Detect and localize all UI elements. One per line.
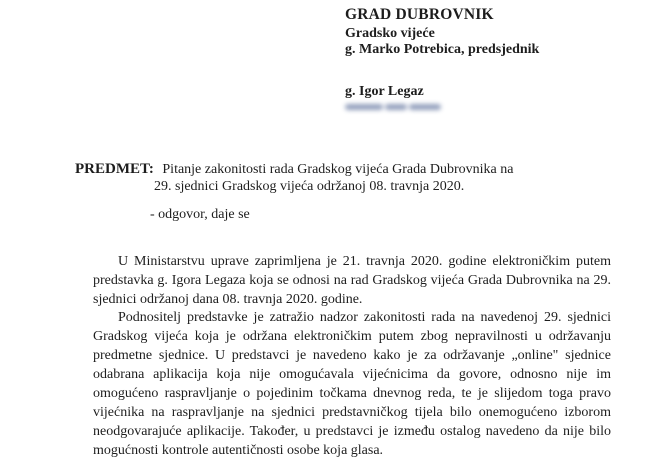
paragraph-2 <box>93 308 611 460</box>
copy-to-person: g. Igor Legaz <box>345 84 424 99</box>
paragraph-line: omogućeno raspravljanje o pojedinim točkama dnevnog reda, te je slijedom toga pravo <box>93 386 611 401</box>
subject-text-line-2: 29. sjednici Gradskog vijeća održanoj 08. travnja 2020. <box>154 179 465 194</box>
paragraph-line: sjednici održanoj dana 08. travnja 2020. godine. <box>93 292 363 307</box>
paragraph-line: Podnositelj predstavke je zatražio nadzor zakonitosti rada na navedenoj 29. sjednici <box>118 310 611 325</box>
paragraph-line: neodgovarajuće aplikacije. Također, u predstavci je između ostalog navedeno da nije bilo <box>93 424 611 439</box>
recipient-organisation: GRAD DUBROVNIK <box>345 6 494 23</box>
paragraph-line: predmetne sjednice. U predstavci je navedeno kako je za održavanje „online" sjednice <box>93 348 611 363</box>
subject-label: PREDMET: <box>75 161 154 177</box>
recipient-person: g. Marko Potrebica, predsjednik <box>345 42 540 57</box>
subject-text-line-1: Pitanje zakonitosti rada Gradskog vijeća Grada Dubrovnika na <box>162 162 514 177</box>
paragraph-line: vijećnika na raspravljanje na sjednici predstavničkog tijela bilo onemogućeno izborom <box>93 405 611 420</box>
redacted-email <box>345 101 441 113</box>
paragraph-1 <box>93 252 611 309</box>
paragraph-line: mogućnosti kontrole autentičnosti osobe koja glasa. <box>93 443 384 458</box>
paragraph-line: predstavka g. Igora Legaza koja se odnosi na rad Gradskog vijeća Grada Dubrovnika na 29. <box>93 273 611 288</box>
paragraph-line: odabrana aplikacija koja nije omogućavala vijećnicima da govore, odnosno nije im <box>93 367 611 382</box>
paragraph-line: U Ministarstvu uprave zaprimljena je 21. travnja 2020. godine elektroničkim putem <box>118 254 611 269</box>
subject-line <box>75 161 513 178</box>
subject-reply: - odgovor, daje se <box>150 207 250 222</box>
paragraph-line: Gradskog vijeća koja je održana elektroničkim putem zbog nepravilnosti u održavanju <box>93 329 611 344</box>
recipient-body: Gradsko vijeće <box>345 26 435 41</box>
